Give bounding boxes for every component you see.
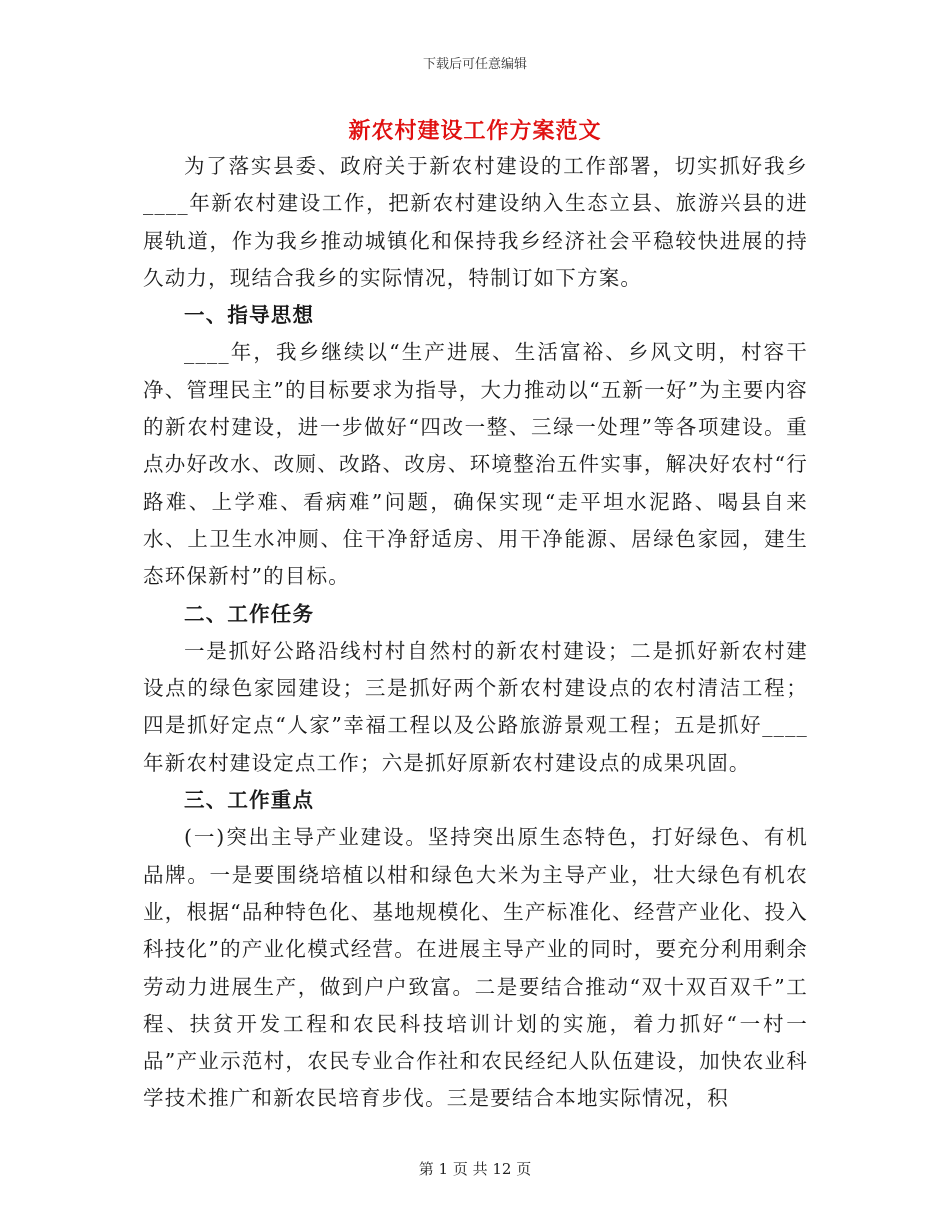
document-body bbox=[143, 148, 808, 1118]
section-paragraph-work-tasks: 一是抓好公路沿线村村自然村的新农村建设；二是抓好新农村建设点的绿色家园建设；三是抓好两个新农村建设点的农村清洁工程；四是抓好定点“人家”幸福工程以及公路旅游景观工程；五是抓好____年新农村建设定点工作；六是抓好原新农村建设点的成果巩固。 bbox=[143, 638, 808, 775]
document-title: 新农村建设工作方案范文 bbox=[348, 118, 602, 144]
section-heading-guiding-thought: 一、指导思想 bbox=[184, 303, 315, 328]
section-heading-work-focus: 三、工作重点 bbox=[184, 788, 315, 813]
intro-paragraph: 为了落实县委、政府关于新农村建设的工作部署，切实抓好我乡____年新农村建设工作，把新农村建设纳入生态立县、旅游兴县的进展轨道，作为我乡推动城镇化和保持我乡经济社会平稳较快进展的持久动力，现结合我乡的实际情况，特制订如下方案。 bbox=[143, 154, 808, 290]
header-note: 下载后可任意编辑 bbox=[422, 57, 527, 72]
section-paragraph-work-focus: (一)突出主导产业建设。坚持突出原生态特色，打好绿色、有机品牌。一是要围绕培植以柑和绿色大米为主导产业，壮大绿色有机农业，根据“品种特色化、基地规模化、生产标准化、经营产业化、投入科技化”的产业化模式经营。在进展主导产业的同时，要充分利用剩余劳动力进展生产，做到户户致富。二是要结合推动“双十双百双千”工程、扶贫开发工程和农民科技培训计划的实施，着力抓好“一村一品”产业示范村，农民专业合作社和农民经纪人队伍建设，加快农业科学技术推广和新农民培育步伐。三是要结合本地实际情况，积 bbox=[143, 825, 808, 1111]
page-footer: 第 1 页 共 12 页 bbox=[418, 1160, 532, 1178]
section-paragraph-guiding-thought: ____年，我乡继续以“生产进展、生活富裕、乡风文明，村容干净、管理民主”的目标要求为指导，大力推动以“五新一好”为主要内容的新农村建设，进一步做好“四改一整、三绿一处理”等各项建设。重点办好改水、改厕、改路、改房、环境整治五件实事，解决好农村“行路难、上学难、看病难”问题，确保实现“走平坦水泥路、喝县自来水、上卫生水冲厕、住干净舒适房、用干净能源、居绿色家园，建生态环保新村”的目标。 bbox=[143, 340, 808, 589]
section-heading-work-tasks: 二、工作任务 bbox=[184, 601, 315, 626]
